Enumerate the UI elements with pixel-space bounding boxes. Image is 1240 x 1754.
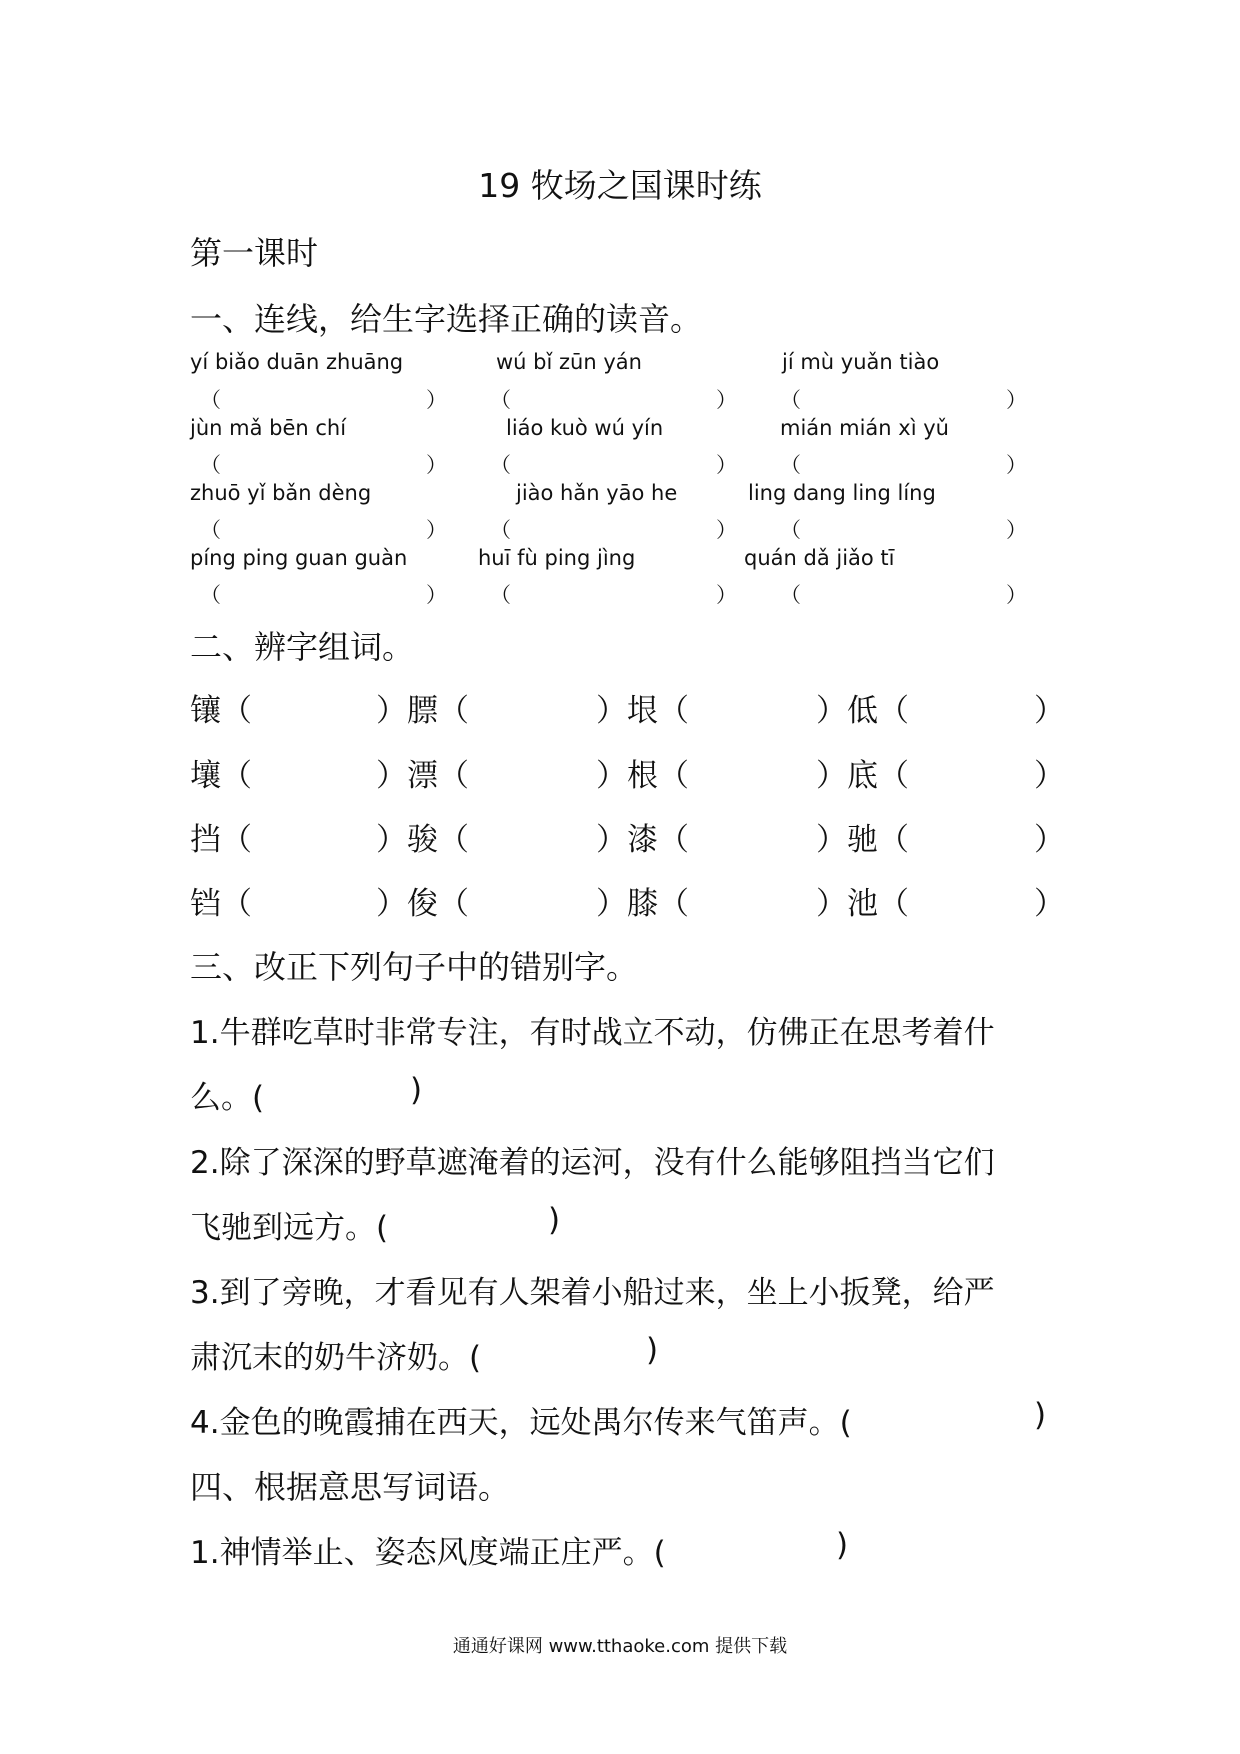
sentence-line: 么。( (190, 1080, 265, 1116)
sentence-line: 3.到了旁晚，才看见有人架着小船过来，坐上小扳凳，给严 (190, 1275, 995, 1311)
paren-open: （ (200, 583, 221, 607)
page-title: 19 牧场之国课时练 (478, 166, 762, 205)
paren-close: ） (1006, 388, 1027, 412)
section4-heading: 四、根据意思写词语。 (190, 1468, 511, 1506)
char-cell: ）漆（ (596, 822, 689, 858)
paren-open: （ (780, 518, 801, 542)
section2-heading: 二、辨字组词。 (190, 628, 415, 666)
paren-open: （ (780, 583, 801, 607)
sentence-close-paren: ) (410, 1072, 423, 1108)
paren-close: ） (716, 388, 737, 412)
paren-open: （ (490, 518, 511, 542)
paren-close: ） (426, 388, 447, 412)
pinyin-r1c1: yí biǎo duān zhuāng (190, 350, 404, 374)
lesson-label: 第一课时 (190, 234, 319, 272)
paren-close: ） (716, 453, 737, 477)
paren-open: （ (200, 388, 221, 412)
char-cell: ）底（ (816, 758, 909, 794)
sentence-line: 1.神情举止、姿态风度端正庄严。( (190, 1535, 666, 1571)
char-cell: ）垠（ (596, 693, 689, 729)
sentence-line: 飞驰到远方。( (190, 1210, 389, 1246)
char-cell: ） (1034, 693, 1065, 729)
paren-open: （ (490, 583, 511, 607)
sentence-close-paren: ) (836, 1527, 849, 1563)
pinyin-r3c2: jiào hǎn yāo he (516, 481, 678, 505)
char-cell: 壤（ (190, 758, 252, 794)
char-cell: 铛（ (190, 886, 252, 922)
paren-open: （ (490, 453, 511, 477)
pinyin-r2c3: mián mián xì yǔ (780, 416, 949, 440)
char-cell: ）膘（ (376, 693, 469, 729)
char-cell: ）根（ (596, 758, 689, 794)
char-cell: ）池（ (816, 886, 909, 922)
paren-open: （ (780, 388, 801, 412)
sentence-line: 4.金色的晚霞捕在西天，远处禺尔传来气笛声。( (190, 1405, 852, 1441)
char-cell: ）低（ (816, 693, 909, 729)
pinyin-r1c3: jí mù yuǎn tiào (782, 350, 940, 374)
sentence-line: 2.除了深深的野草遮淹着的运河，没有什么能够阻挡当它们 (190, 1145, 995, 1181)
paren-close: ） (1006, 453, 1027, 477)
footer-credit: 通通好课网 www.tthaoke.com 提供下载 (452, 1636, 788, 1657)
sentence-close-paren: ) (548, 1202, 561, 1238)
section3-heading: 三、改正下列句子中的错别字。 (190, 948, 639, 986)
char-cell: 镶（ (190, 693, 252, 729)
sentence-line: 1.牛群吃草时非常专注，有时战立不动，仿佛正在思考着什 (190, 1015, 995, 1051)
paren-close: ） (1006, 518, 1027, 542)
pinyin-r2c2: liáo kuò wú yín (506, 416, 664, 440)
paren-open: （ (200, 518, 221, 542)
pinyin-r4c3: quán dǎ jiǎo tī (744, 546, 895, 570)
pinyin-r4c1: píng ping guan guàn (190, 546, 408, 570)
pinyin-r4c2: huī fù ping jìng (478, 546, 636, 570)
char-cell: ）驰（ (816, 822, 909, 858)
char-cell: ）俊（ (376, 886, 469, 922)
char-cell: ）膝（ (596, 886, 689, 922)
pinyin-r3c3: ling dang ling líng (748, 481, 936, 505)
paren-close: ） (716, 583, 737, 607)
paren-close: ） (426, 518, 447, 542)
paren-open: （ (200, 453, 221, 477)
char-cell: ） (1034, 758, 1065, 794)
paren-open: （ (780, 453, 801, 477)
char-cell: ）漂（ (376, 758, 469, 794)
pinyin-r2c1: jùn mǎ bēn chí (190, 416, 347, 440)
sentence-line: 肃沉末的奶牛济奶。( (190, 1340, 482, 1376)
paren-close: ） (1006, 583, 1027, 607)
section1-heading: 一、连线，给生字选择正确的读音。 (190, 300, 703, 338)
pinyin-r1c2: wú bǐ zūn yán (496, 350, 642, 374)
sentence-close-paren: ) (1034, 1397, 1047, 1433)
paren-open: （ (490, 388, 511, 412)
paren-close: ） (426, 453, 447, 477)
paren-close: ） (716, 518, 737, 542)
char-cell: 挡（ (190, 822, 252, 858)
char-cell: ）骏（ (376, 822, 469, 858)
sentence-close-paren: ) (646, 1332, 659, 1368)
pinyin-r3c1: zhuō yǐ bǎn dèng (190, 481, 372, 505)
paren-close: ） (426, 583, 447, 607)
char-cell: ） (1034, 886, 1065, 922)
char-cell: ） (1034, 822, 1065, 858)
